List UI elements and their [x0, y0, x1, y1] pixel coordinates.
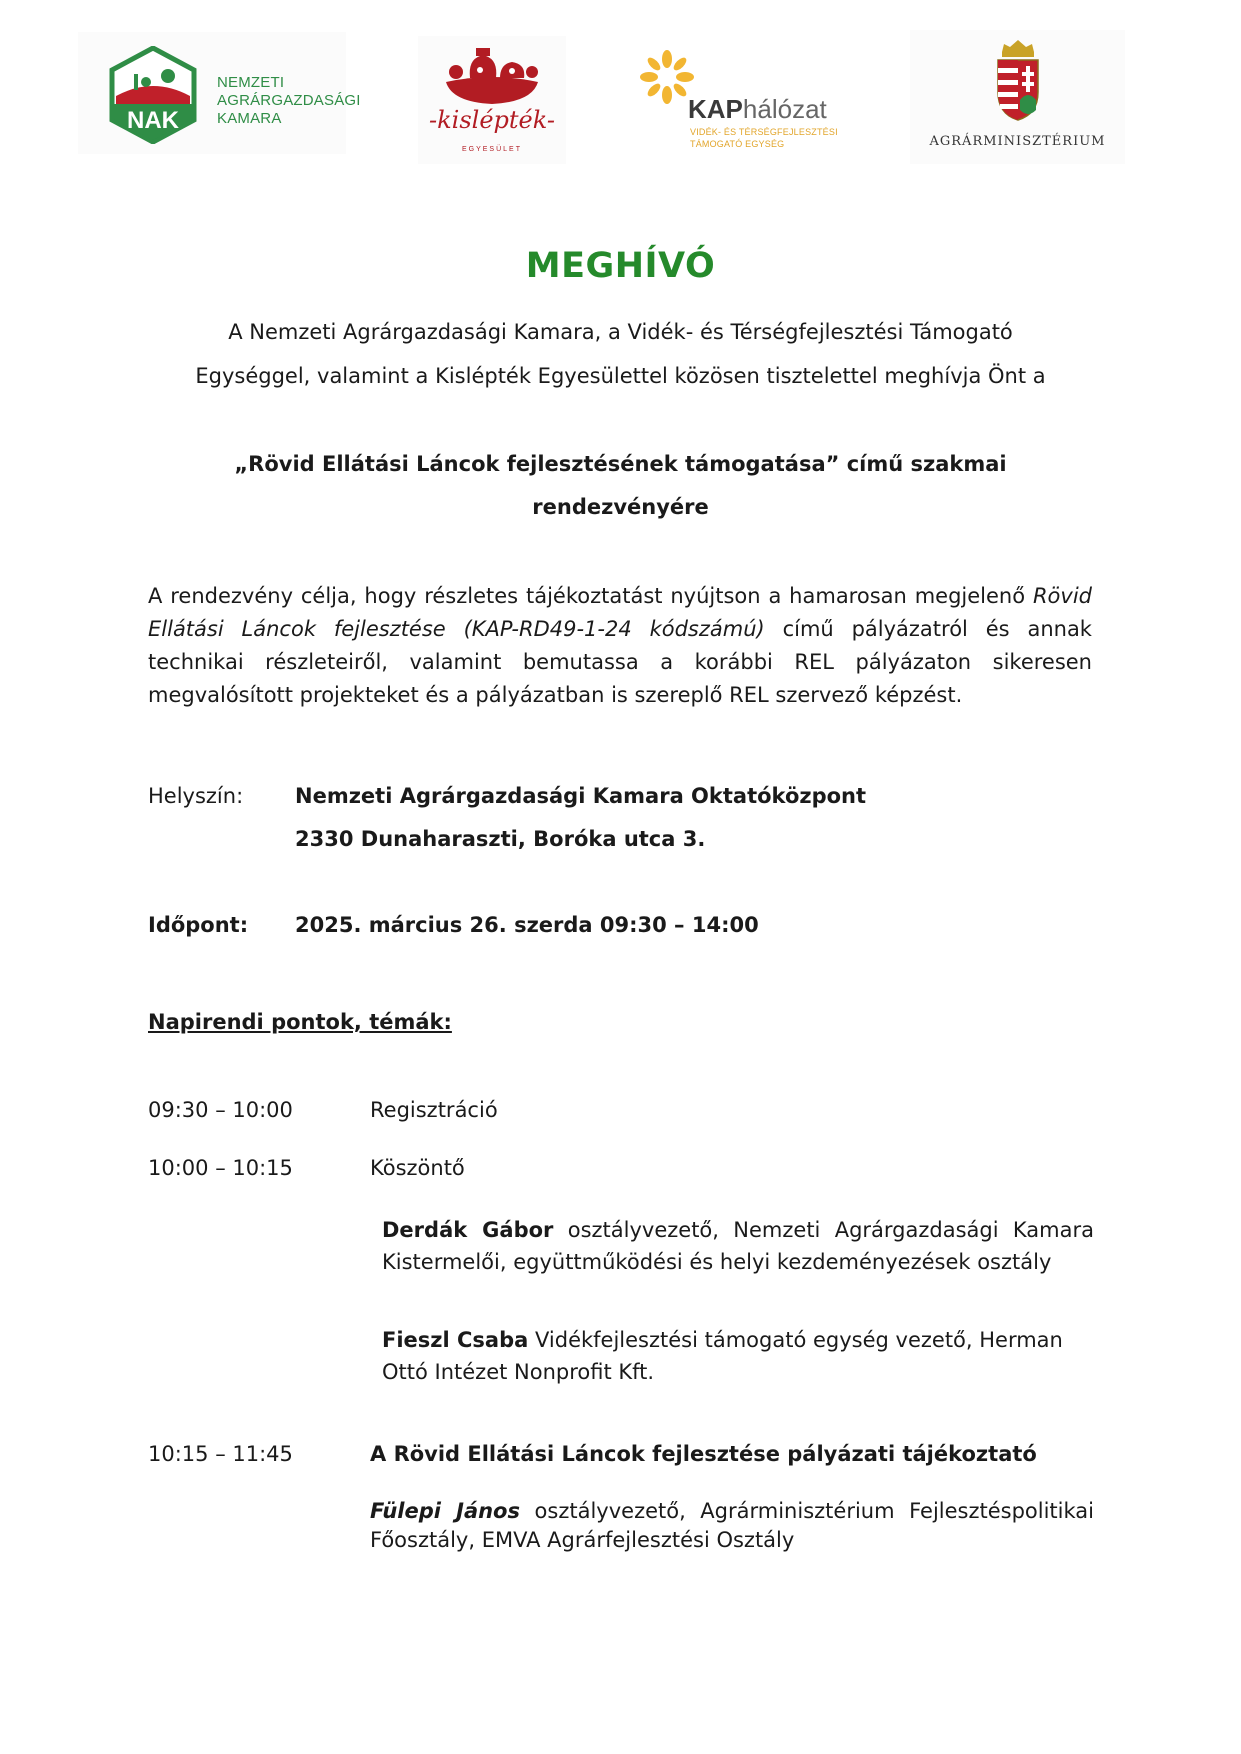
nak-badge-text: NAK [127, 107, 179, 134]
kislepte-word: -kislépték- [429, 106, 555, 134]
event-title-line-1: „Rövid Ellátási Láncok fejlesztésének támogatása” című szakmai [234, 452, 1007, 476]
agenda-heading: Napirendi pontok, témák: [148, 1010, 452, 1034]
agenda-time: 10:15 – 11:45 [148, 1442, 293, 1466]
speaker [382, 1324, 1094, 1388]
time-label: Időpont: [148, 913, 249, 937]
agenda-item-title: Regisztráció [370, 1098, 498, 1122]
speaker-name: Fülepi János [370, 1499, 520, 1523]
location-label: Helyszín: [148, 784, 244, 808]
intro-line-2: Egységgel, valamint a Kislépték Egyesülettel közösen tisztelettel meghívja Önt a [195, 364, 1046, 388]
speaker [370, 1497, 1094, 1555]
speaker [382, 1214, 1094, 1278]
agrarminiszterium-logo [910, 30, 1125, 164]
nak-name: NEMZETI AGRÁRGAZDASÁGI KAMARA [217, 74, 361, 127]
time-value: 2025. március 26. szerda 09:30 – 14:00 [295, 913, 759, 937]
nak-logo [78, 32, 361, 154]
agenda-time: 10:00 – 10:15 [148, 1156, 293, 1180]
kislepte-sub: EGYESÜLET [461, 146, 522, 153]
kislepte-logo [418, 36, 566, 164]
purpose-paragraph: A rendezvény célja, hogy részletes tájékoztatást nyújtson a hamarosan megjelenő Rövid Ellátási Láncok fejlesztése (KAP-RD49-1-24 kódszámú) című pályázatról és annak technikai részleteiről, valamint bemutassa a korábbi REL pályázaton sikeresen megvalósított projekteket és a pályázatban is szereplő REL szervező képzést. [148, 584, 1092, 707]
speaker-role: osztályvezető, Agrárminisztérium Fejlesztéspolitikai Főosztály, EMVA Agrárfejlesztési Osztály [370, 1499, 1094, 1552]
speaker-role: Vidékfejlesztési támogató egység vezető, Herman Ottó Intézet Nonprofit Kft. [382, 1328, 1063, 1384]
speaker-name: Derdák Gábor [382, 1218, 554, 1242]
speaker-name: Fieszl Csaba [382, 1328, 529, 1352]
sun-flower-icon [640, 50, 694, 104]
kap-wordmark: KAPhálózat [688, 94, 827, 124]
event-title-line-2: rendezvényére [532, 495, 709, 519]
kap-sub: VIDÉK- ÉS TÉRSÉGFEJLESZTÉSI TÁMOGATÓ EGYSÉG [690, 127, 838, 149]
coat-of-arms-icon [994, 38, 1042, 122]
intro-line-1: A Nemzeti Agrárgazdasági Kamara, a Vidék- és Térségfejlesztési Támogató [228, 320, 1013, 344]
agenda-time: 09:30 – 10:00 [148, 1098, 293, 1122]
speaker-role: osztályvezető, Nemzeti Agrárgazdasági Kamara Kistermelői, együttműködési és helyi kezdeményezések osztály [382, 1218, 1094, 1274]
location-line-1: Nemzeti Agrárgazdasági Kamara Oktatóközpont [295, 784, 867, 808]
nak-emblem-icon [108, 46, 198, 144]
agenda-item-title: A Rövid Ellátási Láncok fejlesztése pályázati tájékoztató [370, 1442, 1037, 1466]
agrarminiszterium-name: AGRÁRMINISZTÉRIUM [929, 134, 1106, 149]
pottery-icon [440, 42, 544, 106]
kap-halozat-logo [640, 42, 860, 154]
call-name: Rövid Ellátási Láncok fejlesztése (KAP-RD49-1-24 kódszámú) [148, 584, 1092, 641]
page-title: MEGHÍVÓ [525, 246, 716, 286]
agenda-item-title: Köszöntő [370, 1156, 465, 1180]
location-line-2: 2330 Dunaharaszti, Boróka utca 3. [295, 827, 706, 851]
